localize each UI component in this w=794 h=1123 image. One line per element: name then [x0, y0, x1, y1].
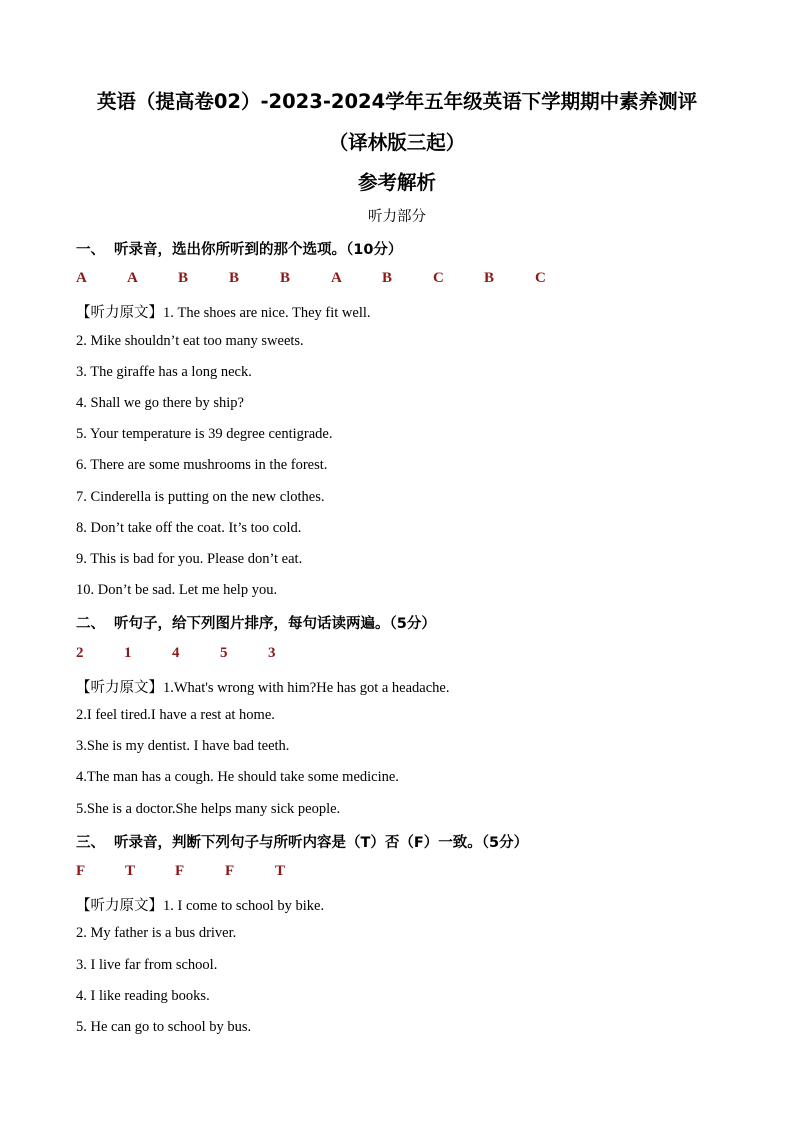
transcript-line: 8. Don’t take off the coat. It’s too cold.	[76, 520, 302, 536]
document-heading: 参考解析	[357, 171, 436, 194]
transcript-tag: 【听力原文】	[76, 305, 163, 321]
transcript-line: 【听力原文】1. The shoes are nice. They fit well.	[76, 305, 371, 321]
transcript-line: 5. Your temperature is 39 degree centigrade.	[76, 426, 333, 442]
transcript-line: 6. There are some mushrooms in the forest.	[76, 457, 328, 473]
transcript-line: 5.She is a doctor.She helps many sick people.	[76, 801, 341, 817]
section-instruction: 听录音，判断下列句子与所听内容是（T）否（F）一致。（5分）	[114, 835, 529, 851]
section-heading	[76, 831, 528, 852]
transcript-line: 3. I live far from school.	[76, 957, 218, 973]
answer: B	[229, 270, 240, 286]
transcript-line: 3.She is my dentist. I have bad teeth.	[76, 738, 290, 754]
section-instruction: 听句子，给下列图片排序，每句话读两遍。（5分）	[114, 616, 436, 632]
section-heading	[76, 238, 402, 259]
document-title: 英语（提高卷02）-2023-2024学年五年级英语下学期期中素养测评	[96, 90, 698, 113]
transcript-line: 2. My father is a bus driver.	[76, 925, 237, 941]
section-number: 二、	[76, 616, 105, 632]
transcript-line: 4.The man has a cough. He should take some medicine.	[76, 769, 399, 785]
transcript-line: 【听力原文】1.What's wrong with him?He has got a headache.	[76, 680, 450, 696]
answer: F	[175, 863, 185, 879]
transcript-line: 4. Shall we go there by ship?	[76, 395, 244, 411]
section-number: 三、	[76, 835, 105, 851]
transcript-line: 7. Cinderella is putting on the new clothes.	[76, 489, 325, 505]
answer: B	[382, 270, 393, 286]
answer: 1	[124, 645, 132, 661]
answer: B	[280, 270, 291, 286]
answer: T	[125, 863, 136, 879]
answer: A	[331, 270, 342, 286]
answer: A	[76, 270, 87, 286]
transcript-line: 3. The giraffe has a long neck.	[76, 364, 252, 380]
transcript-line: 4. I like reading books.	[76, 988, 210, 1004]
answer: F	[225, 863, 235, 879]
transcript-line: 2. Mike shouldn’t eat too many sweets.	[76, 333, 304, 349]
transcript-tag: 【听力原文】	[76, 898, 163, 914]
transcript-tag: 【听力原文】	[76, 680, 163, 696]
document-edition: （译林版三起）	[328, 131, 466, 154]
answer: A	[127, 270, 138, 286]
transcript-line: 9. This is bad for you. Please don’t eat.	[76, 551, 303, 567]
answer: C	[535, 270, 546, 286]
transcript-line: 【听力原文】1. I come to school by bike.	[76, 898, 325, 914]
answer: C	[433, 270, 444, 286]
transcript-line: 10. Don’t be sad. Let me help you.	[76, 582, 278, 598]
answer: B	[178, 270, 189, 286]
section-instruction: 听录音，选出你所听到的那个选项。（10分）	[114, 242, 403, 258]
answer: F	[76, 863, 86, 879]
transcript-line: 2.I feel tired.I have a rest at home.	[76, 707, 275, 723]
answer: B	[484, 270, 495, 286]
answer: 5	[220, 645, 228, 661]
answer: 2	[76, 645, 84, 661]
answer: 3	[268, 645, 276, 661]
answer: 4	[172, 645, 180, 661]
transcript-line: 5. He can go to school by bus.	[76, 1019, 252, 1035]
answer: T	[275, 863, 286, 879]
part-title: 听力部分	[368, 209, 426, 225]
section-heading	[76, 612, 436, 633]
section-number: 一、	[76, 242, 105, 258]
